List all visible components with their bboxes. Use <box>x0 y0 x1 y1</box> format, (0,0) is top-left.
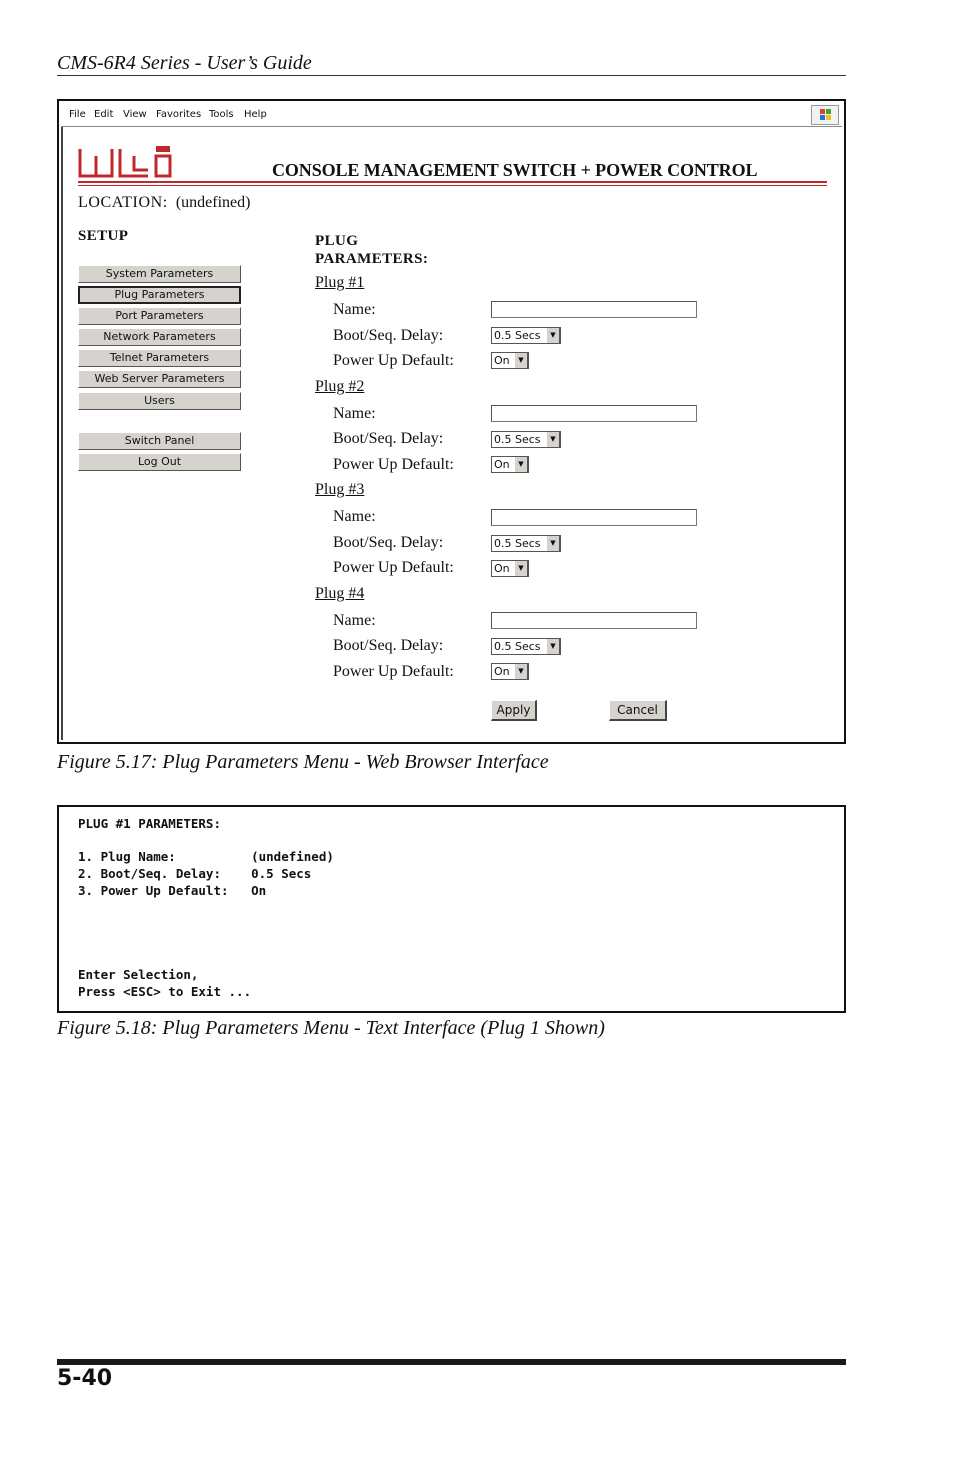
nav-telnet-parameters[interactable]: Telnet Parameters <box>78 349 241 367</box>
windows-logo-icon <box>811 105 839 125</box>
menu-favorites[interactable]: Favorites <box>156 109 202 120</box>
chevron-down-icon: ▼ <box>546 432 560 447</box>
location-line <box>78 194 250 212</box>
plug-2-power-select[interactable]: On ▼ <box>491 456 529 473</box>
plug-2-name-label: Name: <box>333 405 376 422</box>
plug-3-delay-select[interactable]: 0.5 Secs ▼ <box>491 535 561 552</box>
plug-1-delay-label: Boot/Seq. Delay: <box>333 327 444 344</box>
plug-4-power-label: Power Up Default: <box>333 663 454 680</box>
terminal-line: PLUG #1 PARAMETERS: <box>78 816 221 831</box>
chevron-down-icon: ▼ <box>546 536 560 551</box>
chevron-down-icon: ▼ <box>546 328 560 343</box>
plug-4-name-label: Name: <box>333 612 376 629</box>
plug-1-delay-select[interactable]: 0.5 Secs ▼ <box>491 327 561 344</box>
menu-view[interactable]: View <box>123 109 147 120</box>
header-rule <box>57 75 846 76</box>
menu-file[interactable]: File <box>69 109 86 120</box>
plug-3-name-input[interactable] <box>491 509 697 526</box>
plug-1-power-select[interactable]: On ▼ <box>491 352 529 369</box>
terminal-line: 1. Plug Name: (undefined) <box>78 849 334 864</box>
page-title: CONSOLE MANAGEMENT SWITCH + POWER CONTROL <box>272 160 758 180</box>
plug-4-delay-label: Boot/Seq. Delay: <box>333 637 444 654</box>
nav-network-parameters[interactable]: Network Parameters <box>78 328 241 346</box>
menu-help[interactable]: Help <box>244 109 267 120</box>
plug-3-power-label: Power Up Default: <box>333 559 454 576</box>
wti-logo <box>78 146 174 180</box>
chevron-down-icon: ▼ <box>514 353 528 368</box>
chevron-down-icon: ▼ <box>546 639 560 654</box>
menu-edit[interactable]: Edit <box>94 109 114 120</box>
location-value: (undefined) <box>175 194 251 211</box>
plug-3-delay-label: Boot/Seq. Delay: <box>333 534 444 551</box>
nav-switch-panel[interactable]: Switch Panel <box>78 432 241 450</box>
plug-1-name-label: Name: <box>333 301 376 318</box>
plug-1-power-label: Power Up Default: <box>333 352 454 369</box>
plug-3-power-select[interactable]: On ▼ <box>491 560 529 577</box>
nav-system-parameters[interactable]: System Parameters <box>78 265 241 283</box>
nav-plug-parameters[interactable]: Plug Parameters <box>78 286 241 304</box>
setup-heading: SETUP <box>78 228 129 244</box>
apply-button[interactable]: Apply <box>491 700 537 721</box>
browser-window <box>57 99 846 744</box>
chevron-down-icon: ▼ <box>514 664 528 679</box>
plug-4-name-input[interactable] <box>491 612 697 629</box>
terminal-line: Enter Selection, <box>78 967 199 982</box>
plug-3-name-label: Name: <box>333 508 376 525</box>
chevron-down-icon: ▼ <box>514 561 528 576</box>
nav-web-server-parameters[interactable]: Web Server Parameters <box>78 370 241 388</box>
footer-rule <box>57 1359 846 1365</box>
plug-2-name-input[interactable] <box>491 405 697 422</box>
cancel-button[interactable]: Cancel <box>609 700 667 721</box>
plug-2-delay-select[interactable]: 0.5 Secs ▼ <box>491 431 561 448</box>
menu-tools[interactable]: Tools <box>209 109 234 120</box>
plug-3-heading: Plug #3 <box>315 481 365 498</box>
plug-4-delay-select[interactable]: 0.5 Secs ▼ <box>491 638 561 655</box>
figure-5-17-caption: Figure 5.17: Plug Parameters Menu - Web Browser Interface <box>57 751 549 773</box>
section-title: PLUG PARAMETERS: <box>315 233 429 267</box>
plug-4-power-select[interactable]: On ▼ <box>491 663 529 680</box>
plug-2-delay-label: Boot/Seq. Delay: <box>333 430 444 447</box>
document-header: CMS-6R4 Series - User’s Guide <box>57 52 312 74</box>
plug-1-heading: Plug #1 <box>315 274 365 291</box>
plug-1-name-input[interactable] <box>491 301 697 318</box>
terminal-line: Press <ESC> to Exit ... <box>78 984 252 999</box>
terminal-line: 2. Boot/Seq. Delay: 0.5 Secs <box>78 866 312 881</box>
plug-2-heading: Plug #2 <box>315 378 365 395</box>
location-label: LOCATION: <box>78 194 168 211</box>
plug-2-power-label: Power Up Default: <box>333 456 454 473</box>
terminal-line: 3. Power Up Default: On <box>78 883 267 898</box>
nav-port-parameters[interactable]: Port Parameters <box>78 307 241 325</box>
page-number: 5-40 <box>57 1366 113 1391</box>
menu-bar <box>61 103 842 127</box>
nav-users[interactable]: Users <box>78 392 241 410</box>
nav-log-out[interactable]: Log Out <box>78 453 241 471</box>
chevron-down-icon: ▼ <box>514 457 528 472</box>
figure-5-18-caption: Figure 5.18: Plug Parameters Menu - Text Interface (Plug 1 Shown) <box>57 1017 605 1039</box>
text-interface-terminal <box>57 805 846 1013</box>
plug-4-heading: Plug #4 <box>315 585 365 602</box>
